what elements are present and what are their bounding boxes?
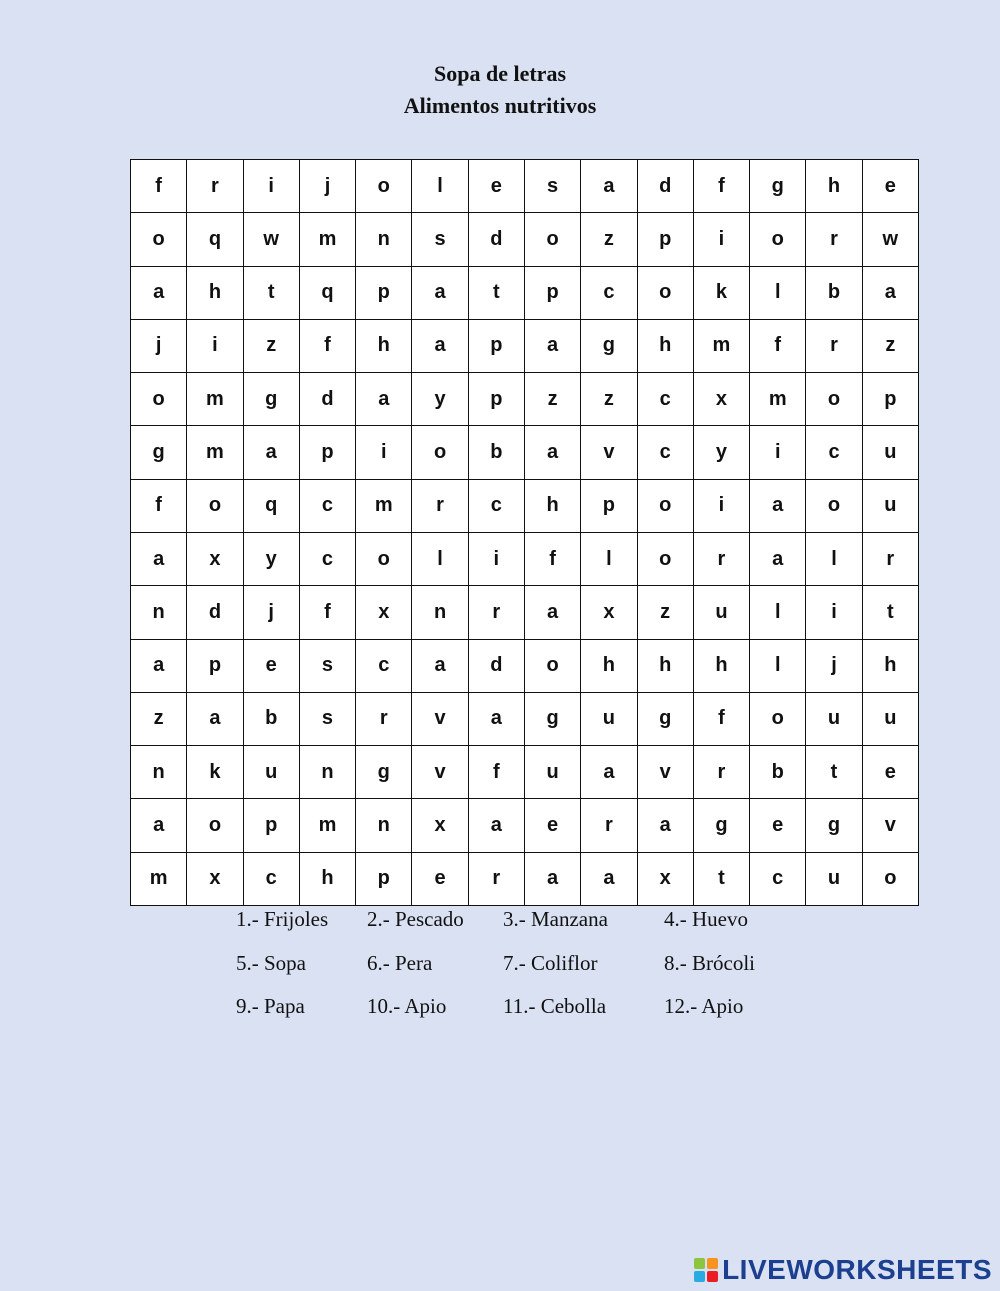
grid-cell[interactable]: f xyxy=(524,532,580,585)
grid-cell[interactable]: p xyxy=(524,266,580,319)
grid-cell[interactable]: a xyxy=(581,852,637,905)
grid-cell[interactable]: h xyxy=(356,319,412,372)
grid-cell[interactable]: w xyxy=(862,213,918,266)
grid-cell[interactable]: d xyxy=(468,639,524,692)
grid-cell[interactable]: m xyxy=(750,373,806,426)
grid-cell[interactable]: a xyxy=(581,160,637,213)
grid-cell[interactable]: t xyxy=(468,266,524,319)
grid-row xyxy=(131,426,919,479)
grid-cell[interactable]: p xyxy=(243,799,299,852)
grid-cell[interactable]: m xyxy=(187,426,243,479)
grid-row xyxy=(131,319,919,372)
grid-cell[interactable]: c xyxy=(356,639,412,692)
word-list-item: 9.- Papa xyxy=(236,994,305,1018)
grid-cell[interactable]: a xyxy=(524,586,580,639)
grid-cell[interactable]: a xyxy=(131,799,187,852)
grid-cell[interactable]: a xyxy=(581,746,637,799)
grid-cell[interactable]: x xyxy=(412,799,468,852)
grid-cell[interactable]: g xyxy=(524,692,580,745)
grid-cell[interactable]: o xyxy=(524,639,580,692)
grid-cell[interactable]: i xyxy=(693,213,749,266)
grid-row xyxy=(131,799,919,852)
grid-cell[interactable]: e xyxy=(243,639,299,692)
grid-cell[interactable]: u xyxy=(693,586,749,639)
grid-cell[interactable]: v xyxy=(412,746,468,799)
grid-cell[interactable]: e xyxy=(862,746,918,799)
grid-cell[interactable]: e xyxy=(412,852,468,905)
grid-cell[interactable]: r xyxy=(806,319,862,372)
grid-cell[interactable]: l xyxy=(750,586,806,639)
grid-cell[interactable]: r xyxy=(806,213,862,266)
grid-cell[interactable]: c xyxy=(806,426,862,479)
grid-cell[interactable]: c xyxy=(750,852,806,905)
grid-cell[interactable]: p xyxy=(581,479,637,532)
page-title: Sopa de letras xyxy=(434,61,566,86)
grid-cell[interactable]: a xyxy=(524,852,580,905)
grid-cell[interactable]: o xyxy=(524,213,580,266)
grid-cell[interactable]: g xyxy=(637,692,693,745)
grid-cell[interactable]: k xyxy=(187,746,243,799)
page-subtitle: Alimentos nutritivos xyxy=(403,93,597,118)
grid-cell[interactable]: a xyxy=(524,426,580,479)
grid-cell[interactable]: x xyxy=(356,586,412,639)
grid-cell[interactable]: r xyxy=(693,746,749,799)
grid-cell[interactable]: q xyxy=(243,479,299,532)
grid-row xyxy=(131,213,919,266)
grid-cell[interactable]: b xyxy=(750,746,806,799)
grid-cell[interactable]: p xyxy=(356,266,412,319)
grid-cell[interactable]: f xyxy=(131,160,187,213)
grid-cell[interactable]: n xyxy=(356,213,412,266)
grid-cell[interactable]: g xyxy=(356,746,412,799)
grid-cell[interactable]: o xyxy=(131,373,187,426)
grid-cell[interactable]: z xyxy=(637,586,693,639)
grid-cell[interactable]: f xyxy=(299,586,355,639)
grid-cell[interactable]: m xyxy=(299,799,355,852)
grid-cell[interactable]: g xyxy=(581,319,637,372)
grid-cell[interactable]: o xyxy=(356,160,412,213)
grid-cell[interactable]: j xyxy=(806,639,862,692)
grid-cell[interactable]: m xyxy=(356,479,412,532)
grid-cell[interactable]: r xyxy=(356,692,412,745)
word-list-item: 7.- Coliflor xyxy=(503,951,598,975)
grid-cell[interactable]: d xyxy=(299,373,355,426)
grid-cell[interactable]: i xyxy=(468,532,524,585)
grid-cell[interactable]: o xyxy=(806,373,862,426)
grid-cell[interactable]: v xyxy=(581,426,637,479)
grid-cell[interactable]: u xyxy=(806,852,862,905)
grid-cell[interactable]: g xyxy=(131,426,187,479)
grid-cell[interactable]: p xyxy=(637,213,693,266)
grid-cell[interactable]: e xyxy=(750,799,806,852)
grid-cell[interactable]: o xyxy=(356,532,412,585)
grid-cell[interactable]: e xyxy=(862,160,918,213)
grid-cell[interactable]: r xyxy=(468,586,524,639)
grid-cell[interactable]: g xyxy=(750,160,806,213)
grid-cell[interactable]: t xyxy=(806,746,862,799)
grid-cell[interactable]: y xyxy=(412,373,468,426)
grid-cell[interactable]: h xyxy=(524,479,580,532)
grid-row xyxy=(131,852,919,905)
grid-cell[interactable]: c xyxy=(637,426,693,479)
grid-cell[interactable]: i xyxy=(243,160,299,213)
grid-cell[interactable]: f xyxy=(750,319,806,372)
grid-cell[interactable]: a xyxy=(468,799,524,852)
grid-cell[interactable]: o xyxy=(637,532,693,585)
grid-cell[interactable]: z xyxy=(862,319,918,372)
grid-cell[interactable]: f xyxy=(693,160,749,213)
grid-cell[interactable]: s xyxy=(299,639,355,692)
grid-cell[interactable]: f xyxy=(693,692,749,745)
grid-cell[interactable]: j xyxy=(131,319,187,372)
grid-cell[interactable]: f xyxy=(468,746,524,799)
grid-cell[interactable]: a xyxy=(131,532,187,585)
grid-cell[interactable]: f xyxy=(131,479,187,532)
grid-cell[interactable]: a xyxy=(187,692,243,745)
word-list-item: 4.- Huevo xyxy=(664,907,748,931)
grid-cell[interactable]: t xyxy=(693,852,749,905)
grid-cell[interactable]: b xyxy=(243,692,299,745)
grid-cell[interactable]: o xyxy=(750,213,806,266)
grid-cell[interactable]: u xyxy=(862,479,918,532)
grid-cell[interactable]: v xyxy=(862,799,918,852)
grid-cell[interactable]: a xyxy=(412,639,468,692)
grid-cell[interactable]: p xyxy=(468,319,524,372)
word-search-grid xyxy=(130,159,919,906)
grid-cell[interactable]: x xyxy=(581,586,637,639)
grid-cell[interactable]: l xyxy=(806,532,862,585)
grid-cell[interactable]: n xyxy=(131,746,187,799)
grid-cell[interactable]: p xyxy=(862,373,918,426)
grid-cell[interactable]: x xyxy=(693,373,749,426)
grid-cell[interactable]: c xyxy=(468,479,524,532)
logo-text: LIVEWORKSHEETS xyxy=(722,1254,992,1285)
grid-cell[interactable]: z xyxy=(581,373,637,426)
grid-cell[interactable]: u xyxy=(862,692,918,745)
word-list-item: 5.- Sopa xyxy=(236,951,306,975)
grid-cell[interactable]: c xyxy=(299,532,355,585)
grid-cell[interactable]: c xyxy=(637,373,693,426)
grid-cell[interactable]: d xyxy=(637,160,693,213)
grid-cell[interactable]: l xyxy=(412,160,468,213)
grid-cell[interactable]: n xyxy=(299,746,355,799)
grid-row xyxy=(131,266,919,319)
grid-cell[interactable]: f xyxy=(299,319,355,372)
grid-cell[interactable]: r xyxy=(468,852,524,905)
grid-cell[interactable]: r xyxy=(412,479,468,532)
word-list-item: 1.- Frijoles xyxy=(236,907,329,931)
grid-cell[interactable]: z xyxy=(524,373,580,426)
grid-cell[interactable]: a xyxy=(412,319,468,372)
word-list-item: 3.- Manzana xyxy=(503,907,608,931)
grid-cell[interactable]: h xyxy=(806,160,862,213)
liveworksheets-logo-icon xyxy=(694,1258,718,1282)
grid-cell[interactable]: n xyxy=(356,799,412,852)
grid-cell[interactable]: s xyxy=(299,692,355,745)
grid-cell[interactable]: h xyxy=(637,639,693,692)
grid-cell[interactable]: g xyxy=(806,799,862,852)
grid-cell[interactable]: i xyxy=(806,586,862,639)
grid-cell[interactable]: y xyxy=(243,532,299,585)
grid-cell[interactable]: a xyxy=(750,532,806,585)
grid-cell[interactable]: a xyxy=(750,479,806,532)
word-list-item: 8.- Brócoli xyxy=(664,951,755,975)
word-list-item: 11.- Cebolla xyxy=(503,994,607,1018)
grid-cell[interactable]: l xyxy=(750,266,806,319)
grid-cell[interactable]: p xyxy=(356,852,412,905)
grid-cell[interactable]: o xyxy=(862,852,918,905)
grid-cell[interactable]: a xyxy=(862,266,918,319)
grid-cell[interactable]: x xyxy=(187,852,243,905)
grid-cell[interactable]: c xyxy=(299,479,355,532)
grid-cell[interactable]: a xyxy=(243,426,299,479)
word-list-item: 10.- Apio xyxy=(367,994,447,1018)
grid-cell[interactable]: u xyxy=(524,746,580,799)
grid-cell[interactable]: m xyxy=(693,319,749,372)
word-list-item: 12.- Apio xyxy=(664,994,744,1018)
grid-cell[interactable]: a xyxy=(524,319,580,372)
grid-cell[interactable]: l xyxy=(581,532,637,585)
grid-cell[interactable]: r xyxy=(187,160,243,213)
grid-cell[interactable]: d xyxy=(187,586,243,639)
grid-cell[interactable]: a xyxy=(131,266,187,319)
grid-cell[interactable]: o xyxy=(637,266,693,319)
grid-row xyxy=(131,532,919,585)
grid-cell[interactable]: o xyxy=(187,479,243,532)
grid-cell[interactable]: m xyxy=(187,373,243,426)
grid-cell[interactable]: z xyxy=(131,692,187,745)
grid-cell[interactable]: g xyxy=(243,373,299,426)
liveworksheets-logo xyxy=(694,1252,992,1288)
grid-cell[interactable]: u xyxy=(862,426,918,479)
grid-cell[interactable]: q xyxy=(299,266,355,319)
grid-cell[interactable]: h xyxy=(862,639,918,692)
grid-cell[interactable]: i xyxy=(693,479,749,532)
grid-cell[interactable]: h xyxy=(187,266,243,319)
grid-cell[interactable]: t xyxy=(243,266,299,319)
grid-cell[interactable]: s xyxy=(524,160,580,213)
grid-row xyxy=(131,746,919,799)
grid-cell[interactable]: q xyxy=(187,213,243,266)
grid-cell[interactable]: u xyxy=(581,692,637,745)
grid-cell[interactable]: v xyxy=(637,746,693,799)
grid-cell[interactable]: o xyxy=(637,479,693,532)
grid-cell[interactable]: j xyxy=(299,160,355,213)
grid-cell[interactable]: e xyxy=(524,799,580,852)
grid-cell[interactable]: r xyxy=(693,532,749,585)
grid-cell[interactable]: x xyxy=(637,852,693,905)
grid-cell[interactable]: c xyxy=(243,852,299,905)
word-list-item: 6.- Pera xyxy=(367,951,433,975)
grid-row xyxy=(131,586,919,639)
grid-cell[interactable]: r xyxy=(581,799,637,852)
grid-cell[interactable]: w xyxy=(243,213,299,266)
grid-row xyxy=(131,160,919,213)
grid-cell[interactable]: l xyxy=(750,639,806,692)
grid-cell[interactable]: o xyxy=(131,213,187,266)
grid-cell[interactable]: l xyxy=(412,532,468,585)
grid-cell[interactable]: a xyxy=(131,639,187,692)
grid-cell[interactable]: p xyxy=(187,639,243,692)
grid-cell[interactable]: j xyxy=(243,586,299,639)
grid-cell[interactable]: a xyxy=(637,799,693,852)
grid-cell[interactable]: h xyxy=(299,852,355,905)
word-list-item: 2.- Pescado xyxy=(367,907,464,931)
grid-cell[interactable]: o xyxy=(412,426,468,479)
grid-cell[interactable]: z xyxy=(243,319,299,372)
grid-cell[interactable]: o xyxy=(806,479,862,532)
grid-cell[interactable]: i xyxy=(187,319,243,372)
grid-cell[interactable]: m xyxy=(299,213,355,266)
grid-cell[interactable]: d xyxy=(468,213,524,266)
grid-cell[interactable]: k xyxy=(693,266,749,319)
grid-cell[interactable]: h xyxy=(693,639,749,692)
grid-cell[interactable]: m xyxy=(131,852,187,905)
grid-cell[interactable]: i xyxy=(750,426,806,479)
grid-cell[interactable]: t xyxy=(862,586,918,639)
grid-cell[interactable]: h xyxy=(581,639,637,692)
grid-cell[interactable]: n xyxy=(131,586,187,639)
grid-cell[interactable]: r xyxy=(862,532,918,585)
grid-cell[interactable]: p xyxy=(299,426,355,479)
grid-cell[interactable]: a xyxy=(468,692,524,745)
grid-cell[interactable]: g xyxy=(693,799,749,852)
grid-cell[interactable]: b xyxy=(806,266,862,319)
grid-row xyxy=(131,373,919,426)
grid-cell[interactable]: h xyxy=(637,319,693,372)
grid-cell[interactable]: i xyxy=(356,426,412,479)
grid-cell[interactable]: u xyxy=(243,746,299,799)
grid-cell[interactable]: v xyxy=(412,692,468,745)
grid-cell[interactable]: x xyxy=(187,532,243,585)
grid-row xyxy=(131,479,919,532)
grid-cell[interactable]: n xyxy=(412,586,468,639)
grid-cell[interactable]: o xyxy=(750,692,806,745)
grid-cell[interactable]: b xyxy=(468,426,524,479)
grid-cell[interactable]: s xyxy=(412,213,468,266)
grid-cell[interactable]: a xyxy=(356,373,412,426)
grid-cell[interactable]: u xyxy=(806,692,862,745)
grid-cell[interactable]: c xyxy=(581,266,637,319)
grid-cell[interactable]: y xyxy=(693,426,749,479)
grid-cell[interactable]: z xyxy=(581,213,637,266)
grid-cell[interactable]: p xyxy=(468,373,524,426)
grid-cell[interactable]: o xyxy=(187,799,243,852)
grid-cell[interactable]: e xyxy=(468,160,524,213)
grid-row xyxy=(131,639,919,692)
grid-cell[interactable]: a xyxy=(412,266,468,319)
grid-row xyxy=(131,692,919,745)
